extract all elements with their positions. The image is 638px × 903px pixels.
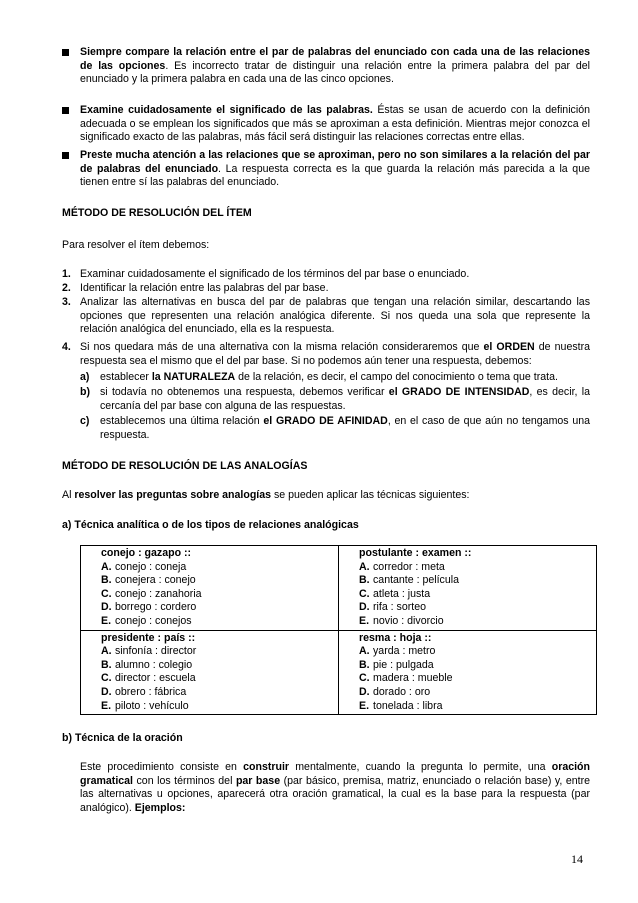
option-text: conejo : zanahoria [115, 587, 202, 600]
section-heading: MÉTODO DE RESOLUCIÓN DE LAS ANALOGÍAS [62, 460, 308, 472]
analogy-option [101, 601, 338, 615]
option-text: pie : pulgada [373, 658, 434, 671]
paragraph-bold-text: oración gramatical [80, 761, 590, 787]
analogy-option [101, 561, 338, 575]
paragraph-bold-text: Ejemplos: [134, 801, 186, 814]
option-text: tonelada : libra [373, 699, 443, 712]
sub-step-text: de la relación, es decir, el campo del conocimiento o tema que trata. [235, 371, 558, 383]
table-cell [339, 546, 597, 631]
analogy-option [101, 574, 338, 588]
option-text: obrero : fábrica [115, 685, 187, 698]
page-number: 14 [571, 852, 583, 866]
option-letter: D. [101, 601, 112, 614]
bullet-item [62, 104, 590, 145]
step-text: Examinar cuidadosamente el significado de los términos del par base o enunciado. [80, 268, 470, 280]
paragraph-bold-text: construir [243, 761, 290, 773]
paragraph-bold-text: par base [235, 774, 281, 787]
option-text: corredor : meta [373, 560, 445, 573]
sub-step-bold-text: el GRADO DE INTENSIDAD [388, 386, 530, 398]
analogy-option [101, 645, 338, 659]
bullet-square-icon [62, 107, 69, 114]
bullet-text: Éstas se usan de acuerdo con la definición adecuada o se emplean los significados que más se aproximan a esta definición. Mientras mejor conozca el significado exacto de las palabras, más fácil será distinguir las relaciones correctas entre ellas. [80, 104, 590, 144]
analogy-option [359, 700, 596, 714]
step-number: 1. [62, 268, 71, 280]
option-text: cantante : película [373, 574, 459, 587]
bullet-bold-text: Preste mucha atención a las relaciones que se aproximan, pero no son similares a la relación del par de palabras del enunciado [80, 149, 590, 175]
step-text: de nuestra respuesta sea el mismo que el del par base. Si no podemos aún tener una respuesta, debemos: [80, 341, 590, 367]
analogy-option [359, 659, 596, 673]
analogy-option [359, 645, 596, 659]
table-cell [81, 630, 339, 715]
paragraph: Para resolver el ítem debemos: [62, 239, 210, 251]
bullet-square-icon [62, 49, 69, 56]
paragraph-text: se pueden aplicar las técnicas siguientes: [271, 489, 470, 501]
option-letter: A. [101, 645, 112, 658]
analogy-premise: presidente : país :: [101, 631, 196, 644]
section-heading: MÉTODO DE RESOLUCIÓN DEL ÍTEM [62, 207, 252, 219]
analogy-option [101, 686, 338, 700]
option-letter: A. [359, 645, 370, 658]
paragraph [80, 761, 590, 815]
step-text: Si nos quedara más de una alternativa con la misma relación consideraremos que [80, 341, 484, 353]
sub-step-bold-text: el GRADO DE AFINIDAD [263, 415, 388, 427]
option-text: borrego : cordero [115, 601, 197, 614]
paragraph-text: mentalmente, cuando la pregunta lo permite, una [289, 761, 552, 773]
bullet-text: . La respuesta correcta es la que guarda la relación más parecida a la que tienen entre sí las palabras del enunciado. [80, 162, 590, 189]
step-text: Identificar la relación entre las palabras del par base. [80, 282, 329, 294]
table-cell [339, 630, 597, 715]
option-letter: D. [359, 685, 370, 698]
analogy-option [359, 672, 596, 686]
option-letter: C. [359, 672, 370, 685]
analogy-option [359, 561, 596, 575]
option-letter: E. [359, 699, 370, 712]
analogy-premise: conejo : gazapo :: [101, 547, 192, 559]
analogy-option [101, 588, 338, 602]
option-letter: D. [101, 685, 112, 698]
option-text: novio : divorcio [373, 614, 444, 627]
analogy-option [101, 672, 338, 686]
numbered-step [62, 282, 590, 296]
analogy-option [359, 615, 596, 629]
subsection-heading: b) Técnica de la oración [62, 732, 183, 744]
analogy-option [101, 659, 338, 673]
analogy-premise: resma : hoja :: [359, 631, 432, 644]
sub-step-letter: a) [80, 371, 90, 383]
paragraph-bold-text: resolver las preguntas sobre analogías [74, 489, 272, 501]
option-text: sinfonía : director [115, 645, 197, 658]
option-letter: E. [101, 699, 112, 712]
sub-step-text: establecemos una última relación [100, 415, 264, 427]
sub-step-letter: b) [80, 386, 90, 398]
bullet-square-icon [62, 152, 69, 159]
sub-step-text: establecer [100, 371, 152, 383]
option-text: conejo : coneja [115, 560, 187, 573]
paragraph-text: (par básico, premisa, matriz, enunciado o relación base) y, entre las alternativas u opciones, aparecerá otra oración gramatical, la cual es la base para la respuesta (par analógico). [80, 774, 590, 814]
sub-step [80, 386, 590, 413]
subsection-heading: a) Técnica analítica o de los tipos de relaciones analógicas [62, 519, 359, 531]
option-letter: A. [101, 560, 112, 573]
numbered-step [62, 268, 590, 282]
step-text: Analizar las alternativas en busca del par de palabras que tengan una relación similar, descartando las opciones que representen una relación analógica diferente. Si nos queda una sola que represente la relación analógica del enunciado, ella es la respuesta. [80, 296, 590, 336]
sub-step-letter: c) [80, 415, 90, 427]
option-text: atleta : justa [373, 587, 431, 600]
option-text: director : escuela [115, 672, 196, 685]
paragraph-text: Al [62, 489, 75, 501]
option-letter: B. [101, 658, 112, 671]
bullet-item [62, 149, 590, 190]
analogy-option [359, 574, 596, 588]
analogy-option [101, 615, 338, 629]
option-letter: D. [359, 601, 370, 614]
analogies-table [80, 545, 597, 715]
step-number: 2. [62, 282, 71, 294]
sub-step-bold-text: la NATURALEZA [151, 371, 236, 383]
option-letter: B. [359, 658, 370, 671]
option-text: dorado : oro [373, 685, 431, 698]
bullet-bold-text: Examine cuidadosamente el significado de las palabras. [80, 104, 373, 116]
analogy-premise: postulante : examen :: [359, 547, 472, 559]
table-row [81, 630, 597, 715]
option-text: madera : mueble [373, 672, 453, 685]
bullet-text: . Es incorrecto tratar de distinguir una relación entre la primera palabra del par del enunciado y la primera palabra en cada una de las cinco opciones. [80, 59, 590, 86]
step-bold-text: el ORDEN [483, 341, 535, 353]
sub-step-text: , es decir, la cercanía del par base con alguna de las respuestas. [100, 386, 591, 412]
paragraph [62, 489, 590, 503]
analogy-option [359, 601, 596, 615]
option-text: yarda : metro [373, 645, 436, 658]
option-text: rifa : sorteo [373, 601, 426, 614]
numbered-step [62, 341, 590, 368]
table-cell [81, 546, 339, 631]
option-letter: B. [101, 574, 112, 587]
option-letter: A. [359, 560, 370, 573]
analogy-option [359, 686, 596, 700]
option-letter: C. [101, 587, 112, 600]
option-letter: E. [101, 614, 112, 627]
bullet-bold-text: Siempre compare la relación entre el par de palabras del enunciado con cada una de las relaciones de las opciones [80, 46, 590, 72]
sub-step-text: si todavía no obtenemos una respuesta, debemos verificar [100, 386, 389, 398]
option-letter: B. [359, 574, 370, 587]
sub-step-text: , en el caso de que aún no tengamos una respuesta. [100, 415, 590, 441]
sub-step [80, 415, 590, 442]
analogy-option [101, 700, 338, 714]
option-letter: C. [101, 672, 112, 685]
paragraph-text: con los términos del [133, 774, 236, 787]
option-letter: E. [359, 614, 370, 627]
bullet-item [62, 46, 590, 87]
step-number: 4. [62, 341, 71, 353]
option-text: conejo : conejos [115, 614, 192, 627]
step-number: 3. [62, 296, 71, 308]
option-text: alumno : colegio [115, 658, 193, 671]
analogy-option [359, 588, 596, 602]
sub-step [80, 371, 590, 385]
option-letter: C. [359, 587, 370, 600]
numbered-step [62, 296, 590, 337]
paragraph-text: Este procedimiento consiste en [80, 761, 244, 773]
table-row [81, 546, 597, 631]
option-text: conejera : conejo [115, 574, 196, 587]
option-text: piloto : vehículo [115, 699, 189, 712]
